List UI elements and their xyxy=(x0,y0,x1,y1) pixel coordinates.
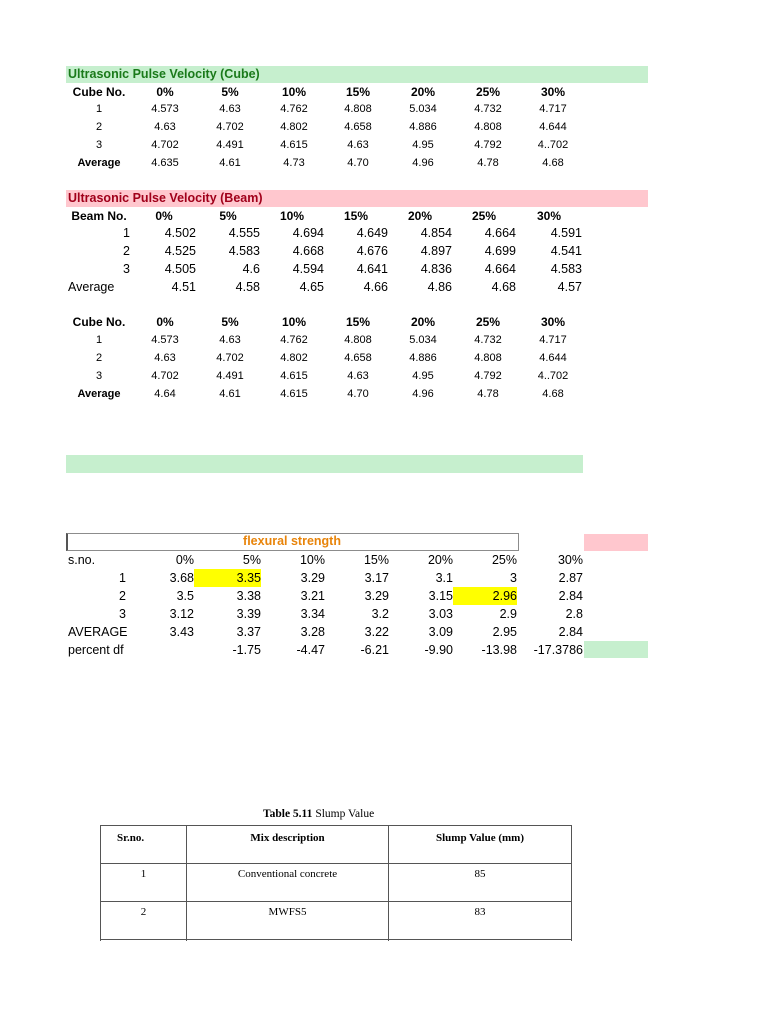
beam-upv-title: Ultrasonic Pulse Velocity (Beam) xyxy=(68,191,263,205)
table-row xyxy=(66,278,582,296)
table-cell: 4.63 xyxy=(219,334,241,346)
table-cell: percent df xyxy=(68,643,124,657)
table-row xyxy=(66,349,586,367)
table-cell: 4.641 xyxy=(356,262,388,276)
slump-caption-text: Slump Value xyxy=(312,808,375,820)
table-row xyxy=(66,118,586,136)
table-cell: 4.886 xyxy=(409,121,437,133)
table-cell: 1 xyxy=(119,571,126,585)
table-row xyxy=(66,224,582,242)
empty-green-band xyxy=(66,455,583,473)
header-cell: 5% xyxy=(221,85,239,99)
table-cell: 4.594 xyxy=(292,262,324,276)
beam-upv-table xyxy=(66,207,582,296)
table-cell: 4.792 xyxy=(474,370,502,382)
table-cell: 3.28 xyxy=(300,625,325,639)
table-cell: 1 xyxy=(123,226,130,240)
table-cell: 4.792 xyxy=(474,139,502,151)
table-cell: 4.68 xyxy=(542,157,564,169)
header-cell: 10% xyxy=(279,208,305,223)
table-row-cut-off xyxy=(101,940,572,942)
table-cell: -1.75 xyxy=(232,643,261,657)
table-cell: 3.34 xyxy=(300,607,325,621)
cube-upv-title: Ultrasonic Pulse Velocity (Cube) xyxy=(68,67,260,81)
table-cell: 1 xyxy=(95,103,103,115)
table-cell: 4.573 xyxy=(151,103,179,115)
cube-upv-table xyxy=(66,84,586,172)
header-cell: 30% xyxy=(540,315,566,329)
table-cell: 2.87 xyxy=(558,571,583,585)
table-cell: 4.73 xyxy=(283,157,305,169)
table-cell: 4.63 xyxy=(347,370,369,382)
table-cell: 2 xyxy=(95,121,103,133)
table-cell: 4.573 xyxy=(151,334,179,346)
table-cell: 2 xyxy=(119,589,126,603)
table-row xyxy=(66,260,582,278)
table-row xyxy=(66,100,586,118)
table-cell: 4.502 xyxy=(164,226,196,240)
header-cell: s.no. xyxy=(68,553,96,567)
table-row xyxy=(66,385,586,403)
table-cell: 5.034 xyxy=(409,103,437,115)
header-cell: 30% xyxy=(540,85,566,99)
table-cell: 4.897 xyxy=(420,244,452,258)
table-cell: -17.3786 xyxy=(533,643,583,657)
table-cell: 4.63 xyxy=(154,121,176,133)
table-cell: 4.63 xyxy=(219,103,241,115)
table-cell: 4.644 xyxy=(539,352,567,364)
header-cell: 30% xyxy=(536,208,562,223)
table-cell: 4..702 xyxy=(537,370,569,382)
table-cell: 3.38 xyxy=(236,589,261,603)
header-cell: 5% xyxy=(221,315,239,329)
table-cell: 3.09 xyxy=(428,625,453,639)
table-row xyxy=(66,331,586,349)
table-cell: 4.95 xyxy=(412,139,434,151)
table-cell: 4.95 xyxy=(412,370,434,382)
table-cell: 4.96 xyxy=(412,388,434,400)
table-cell: 4.6 xyxy=(242,262,260,276)
table-cell: 4.583 xyxy=(228,244,260,258)
table-cell: 4.64 xyxy=(154,388,176,400)
table-cell: 4.68 xyxy=(491,280,516,294)
table-cell: 4.66 xyxy=(363,280,388,294)
header-cell: 15% xyxy=(345,85,371,99)
table-cell: 4.732 xyxy=(474,103,502,115)
table-cell: 4.808 xyxy=(474,352,502,364)
table-cell: 3 xyxy=(95,139,103,151)
table-cell: 3 xyxy=(119,607,126,621)
table-cell: 4.644 xyxy=(539,121,567,133)
table-row xyxy=(66,587,583,605)
table-cell: 4.717 xyxy=(539,103,567,115)
header-cell: 20% xyxy=(410,315,436,329)
table-cell: MWFS5 xyxy=(187,902,389,940)
table-cell: 3.2 xyxy=(371,607,389,621)
header-cell: Cube No. xyxy=(72,315,126,329)
table-cell: 4.808 xyxy=(344,334,372,346)
table-cell: 4.658 xyxy=(344,352,372,364)
header-cell: 20% xyxy=(407,208,433,223)
table-cell: 4.886 xyxy=(409,352,437,364)
table-cell: 3.68 xyxy=(169,571,194,585)
table-cell: -13.98 xyxy=(481,643,517,657)
header-cell: 0% xyxy=(156,85,174,99)
header-cell: 25% xyxy=(475,315,501,329)
table-cell: 4.70 xyxy=(347,157,369,169)
table-cell: 4.808 xyxy=(474,121,502,133)
table-cell: 3 xyxy=(95,370,103,382)
table-cell: 2 xyxy=(95,352,103,364)
table-cell: 4..702 xyxy=(537,139,569,151)
table-cell: 2.95 xyxy=(492,625,517,639)
table-cell: 3.43 xyxy=(169,625,194,639)
table-cell: 3.03 xyxy=(428,607,453,621)
table-cell: 4.702 xyxy=(151,370,179,382)
table-row xyxy=(66,641,583,659)
header-cell: 0% xyxy=(155,208,173,223)
table-cell: 3.1 xyxy=(435,571,453,585)
table-cell: 4.854 xyxy=(420,226,452,240)
header-cell: Slump Value (mm) xyxy=(389,826,572,864)
table-row xyxy=(101,864,572,902)
table-cell: 4.615 xyxy=(280,139,308,151)
table-cell: Average xyxy=(68,280,115,294)
table-cell: 4.525 xyxy=(164,244,196,258)
table-cell: 4.702 xyxy=(151,139,179,151)
slump-caption xyxy=(263,808,374,820)
table-cell: AVERAGE xyxy=(68,625,128,639)
table-cell: 4.702 xyxy=(216,121,244,133)
table-cell: 4.694 xyxy=(292,226,324,240)
table-cell: Conventional concrete xyxy=(187,864,389,902)
table-cell: 4.541 xyxy=(550,244,582,258)
table-cell: 4.664 xyxy=(484,226,516,240)
table-row xyxy=(66,154,586,172)
table-cell: 4.70 xyxy=(347,388,369,400)
table-cell xyxy=(128,641,194,659)
table-cell: 4.649 xyxy=(356,226,388,240)
table-cell: 3.17 xyxy=(364,571,389,585)
slump-caption-label: Table 5.11 xyxy=(263,808,313,820)
slump-table xyxy=(100,825,572,941)
table-row xyxy=(66,623,583,641)
header-cell: 20% xyxy=(427,553,453,567)
table-cell: Average xyxy=(77,157,121,169)
table-cell: 3.21 xyxy=(300,589,325,603)
table-cell: -4.47 xyxy=(296,643,325,657)
table-cell: 4.664 xyxy=(484,262,516,276)
table-cell: 4.699 xyxy=(484,244,516,258)
table-cell: 4.78 xyxy=(477,388,499,400)
flexural-title: flexural strength xyxy=(243,534,341,548)
table-cell: 4.702 xyxy=(216,352,244,364)
table-row xyxy=(66,605,583,623)
table-cell: 3 xyxy=(123,262,130,276)
header-cell: 25% xyxy=(491,553,517,567)
table-cell: 3.39 xyxy=(236,607,261,621)
table-cell: 4.63 xyxy=(154,352,176,364)
table-cell: 4.762 xyxy=(280,103,308,115)
table-cell: 4.61 xyxy=(219,388,241,400)
header-cell: Sr.no. xyxy=(101,826,187,864)
header-cell: 10% xyxy=(299,553,325,567)
table-cell: 4.65 xyxy=(299,280,324,294)
table-cell: 85 xyxy=(389,864,572,902)
header-cell: 25% xyxy=(471,208,497,223)
cube-upv-table-2 xyxy=(66,313,586,403)
table-cell: 3.29 xyxy=(364,589,389,603)
table-cell: 1 xyxy=(95,334,103,346)
table-cell: 4.808 xyxy=(344,103,372,115)
table-cell: 2 xyxy=(123,244,130,258)
table-cell: 4.635 xyxy=(151,157,179,169)
table-cell: 4.96 xyxy=(412,157,434,169)
table-cell: 3.5 xyxy=(176,589,194,603)
table-cell: 4.658 xyxy=(344,121,372,133)
table-cell: 4.61 xyxy=(219,157,241,169)
red-marker-band xyxy=(584,534,648,551)
table-row xyxy=(101,902,572,940)
table-cell: Average xyxy=(77,388,121,400)
table-cell: 4.732 xyxy=(474,334,502,346)
highlighted-cell: 3.35 xyxy=(194,569,261,587)
table-cell: 4.668 xyxy=(292,244,324,258)
table-cell: 4.51 xyxy=(171,280,196,294)
header-cell: 20% xyxy=(410,85,436,99)
table-row xyxy=(66,367,586,385)
header-cell: 15% xyxy=(343,208,369,223)
header-cell: 0% xyxy=(175,553,194,567)
table-cell: -9.90 xyxy=(424,643,453,657)
table-cell: 3.12 xyxy=(169,607,194,621)
table-cell: 3.22 xyxy=(364,625,389,639)
green-marker-band xyxy=(584,641,648,658)
header-cell: 10% xyxy=(281,315,307,329)
table-cell: 2.8 xyxy=(565,607,583,621)
table-cell: 4.762 xyxy=(280,334,308,346)
table-cell: 4.58 xyxy=(235,280,260,294)
table-row xyxy=(66,136,586,154)
table-cell: 4.615 xyxy=(280,388,308,400)
header-cell: 15% xyxy=(345,315,371,329)
table-row xyxy=(66,242,582,260)
header-cell: 10% xyxy=(281,85,307,99)
table-cell: 4.717 xyxy=(539,334,567,346)
table-cell: 2.84 xyxy=(558,625,583,639)
table-cell: 4.802 xyxy=(280,121,308,133)
header-cell: Beam No. xyxy=(71,208,127,223)
table-cell: 83 xyxy=(389,902,572,940)
table-cell: 4.491 xyxy=(216,370,244,382)
table-cell: 2.84 xyxy=(558,589,583,603)
header-cell: Cube No. xyxy=(72,85,126,99)
table-cell: 4.591 xyxy=(550,226,582,240)
table-cell: 3.37 xyxy=(236,625,261,639)
table-cell: 4.836 xyxy=(420,262,452,276)
table-cell: 4.583 xyxy=(550,262,582,276)
table-cell: 5.034 xyxy=(409,334,437,346)
highlighted-cell: 2.96 xyxy=(453,587,517,605)
table-cell: 3.15 xyxy=(428,589,453,603)
slump-table-clip xyxy=(100,825,572,941)
table-cell: 2 xyxy=(101,902,187,940)
table-cell: 4.63 xyxy=(347,139,369,151)
table-cell: 4.68 xyxy=(542,388,564,400)
header-cell: 5% xyxy=(242,553,261,567)
table-cell: 4.86 xyxy=(427,280,452,294)
table-cell: 4.615 xyxy=(280,370,308,382)
table-cell: 2.9 xyxy=(499,607,517,621)
table-cell: 4.555 xyxy=(228,226,260,240)
flexural-table xyxy=(66,551,583,659)
table-cell: -6.21 xyxy=(360,643,389,657)
header-cell: 30% xyxy=(557,553,583,567)
table-cell: 4.505 xyxy=(164,262,196,276)
header-cell: 5% xyxy=(219,208,237,223)
table-cell: 4.802 xyxy=(280,352,308,364)
table-cell: 3.29 xyxy=(300,571,325,585)
table-cell: 4.57 xyxy=(557,280,582,294)
table-cell: 4.491 xyxy=(216,139,244,151)
table-cell: 1 xyxy=(101,864,187,902)
header-cell: 0% xyxy=(156,315,174,329)
table-cell: 4.78 xyxy=(477,157,499,169)
header-cell: Mix description xyxy=(187,826,389,864)
header-cell: 25% xyxy=(475,85,501,99)
header-cell: 15% xyxy=(363,553,389,567)
table-cell: 4.676 xyxy=(356,244,388,258)
table-row xyxy=(66,569,583,587)
table-cell: 3 xyxy=(510,571,517,585)
